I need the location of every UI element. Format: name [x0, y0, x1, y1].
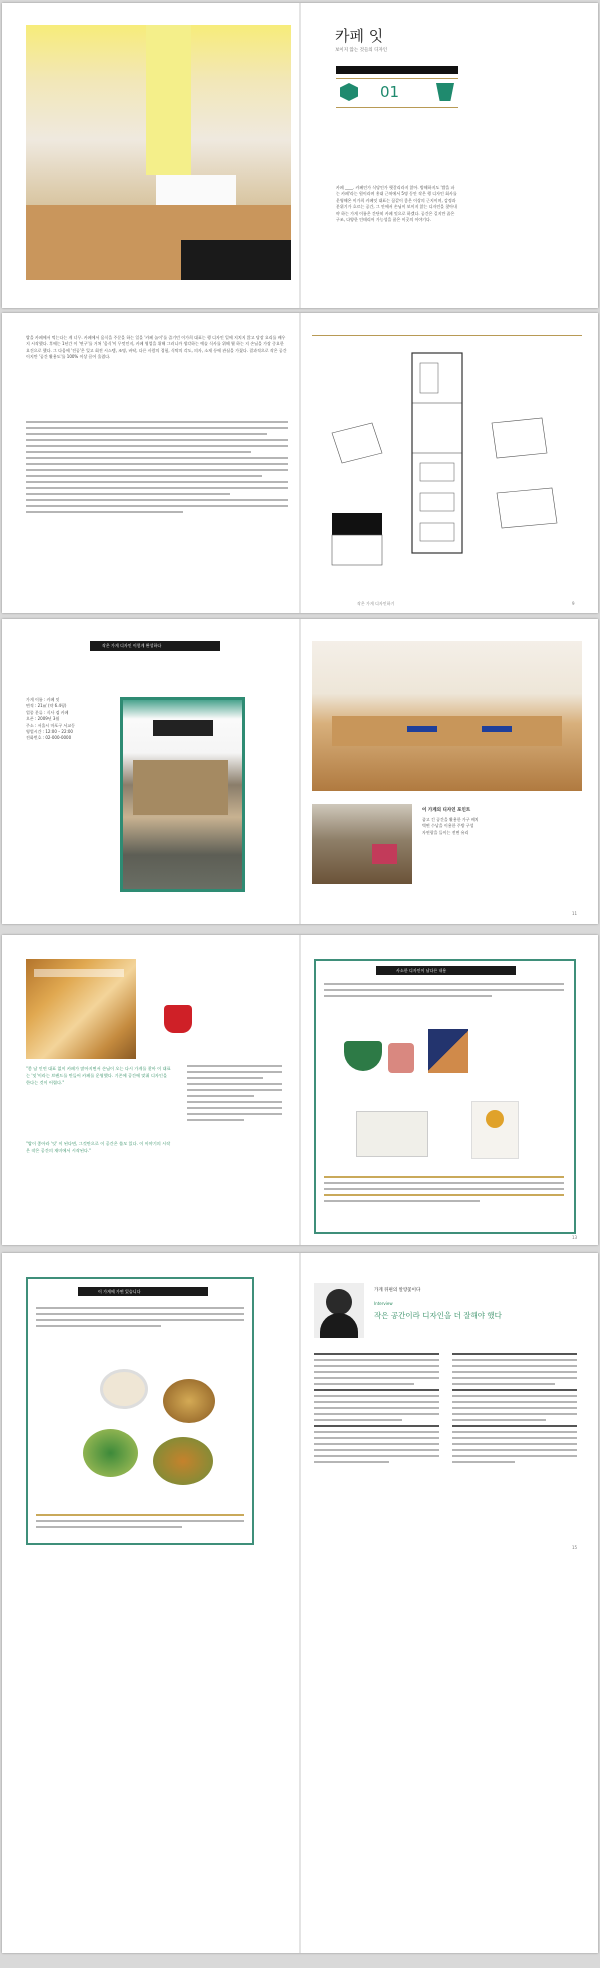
- dish-photo-3: [83, 1429, 138, 1477]
- page-number: 11: [572, 911, 578, 916]
- pink-cup: [388, 1043, 414, 1073]
- info-row: 영업시간 : 12:00 – 22:00: [26, 729, 73, 735]
- caption-title: 이 가게의 디자인 포인트: [422, 808, 471, 813]
- info-row: 전화번호 : 02-000-0000: [26, 735, 72, 741]
- dish-photo-2: [163, 1379, 215, 1423]
- patterned-cushion: [428, 1029, 468, 1073]
- caption-item: 좁고 긴 공간을 활용한 가구 배치: [422, 817, 479, 822]
- interview-label: Interview: [374, 1301, 393, 1306]
- orange-lamp-image: [471, 1101, 519, 1159]
- spread-1: [2, 3, 598, 308]
- designer-label: 가게 뒤편의 알랑꽃이다: [374, 1288, 421, 1293]
- shop-front-photo: [120, 697, 245, 892]
- gutter: [299, 1253, 301, 1953]
- gutter: [299, 935, 301, 1245]
- green-bowl: [344, 1041, 382, 1071]
- info-row: 주소 : 서울시 마포구 서교동: [26, 722, 75, 728]
- page-title: 카페 잇: [335, 27, 384, 45]
- product-panel: [314, 959, 576, 1234]
- panel-intro: [324, 983, 564, 1001]
- designer-portrait: [314, 1283, 364, 1338]
- spread-4: [2, 935, 598, 1245]
- spread-2: [2, 313, 598, 613]
- info-row: 오픈 : 2009년 3월: [26, 716, 60, 722]
- page-number: 9: [572, 601, 575, 606]
- pull-quote-1: "좋 남 인연 대표 없이 카페가 많아지면서 손님이 오는 다시 가게를 찾아 이 대표는 '잇'이라는 브랜드를 만들어 카페를 운영했다. 기존에 공간에 맞춰 디자인을 한다는 것이 어렵다.": [26, 1066, 171, 1085]
- interview-body-right: [452, 1353, 577, 1467]
- pull-quote-2: "밥이 좋아라 '잇' 이 된다면, 그것만으로 이 공간은 쓸모 있다. 이 이야기의 시작은 작은 공간의 재미에서 시작된다.": [26, 1141, 171, 1153]
- caption-list: [422, 817, 572, 836]
- kitchen-photo: [312, 804, 412, 884]
- panel-intro: [36, 1307, 244, 1331]
- gutter: [299, 619, 301, 924]
- cup-icon: [436, 83, 454, 101]
- spread-3: [2, 619, 598, 924]
- caption-item: 자연광을 들이는 전면 유리: [422, 829, 469, 835]
- books-image: [356, 1111, 428, 1157]
- gold-rule: [336, 78, 458, 79]
- panel-banner-label: 이 가게에 가면 있습니다: [98, 1289, 141, 1294]
- floor-plan-diagram: [312, 343, 582, 593]
- info-row: 면적 : 21㎡ (약 6.4평): [26, 703, 67, 709]
- page-subtitle: 보이지 않는 것들의 디자인: [335, 48, 388, 53]
- bench-interior-photo: [312, 641, 582, 791]
- section-number: 01: [380, 83, 400, 101]
- side-notes: [187, 1065, 282, 1125]
- info-row: 가게 이름 : 카페 잇: [26, 697, 60, 702]
- body-text-lines: [26, 421, 288, 517]
- cafe-interior-photo: [26, 25, 291, 280]
- menu-panel: [26, 1277, 254, 1545]
- panel-notes: [36, 1514, 244, 1532]
- gutter: [299, 313, 301, 613]
- page-footer: 작은 가게 디자인하기: [357, 601, 395, 606]
- gold-rule: [312, 335, 582, 336]
- gutter: [299, 3, 301, 308]
- page-number: 15: [572, 1545, 578, 1550]
- redacted-bar: [336, 66, 458, 74]
- red-cup-image: [164, 1005, 192, 1033]
- shop-info-list: [26, 697, 116, 742]
- page-number: 13: [572, 1235, 578, 1240]
- panel-notes: [324, 1176, 564, 1206]
- intro-body: 카페 ____. 카페인가 식당인가 헷갈리라지 않아. 방해하지도 '밥을 파는 카페'라는 원이라며 홍대 근처에서 5명 동안 작은 행 디자인 회사를 운영해온 이가희 카페잇 대표는 꿈같이 좋은 이상의 근지이며, 감정과 분위기가 흐르는 공간, 그 안에서 손님이 보이지 않는 디자인을 찾아내야 하는 가게 이름은 간단히 카페 잇으로 하겠다. 공간은 길지만 좁은 구조, 다양한 인테리어 가능성을 품은 이곳의 이야기다.: [336, 185, 457, 223]
- headline: 작은 공간이라 디자인을 더 잘해야 했다: [374, 1311, 502, 1320]
- dish-photo-1: [100, 1369, 148, 1409]
- panel-banner-label: 사소한 디자인이 남다른 내용: [396, 968, 447, 973]
- cube-icon: [340, 83, 358, 101]
- interview-body-left: [314, 1353, 439, 1467]
- info-row: 업종 분류 : 식사 겸 카페: [26, 709, 69, 715]
- body-text: 밥을 카페에서 먹는다는 게 너무. 카페에서 음식을 주문을 하는 일을 '카페 놀이'를 즐기던 이가희 대표는 행 디자인 일에 지치지 않고 당장 요리를 배우지 시작했다. 후에는 1년간 이 '연구'를 거쳐 '음식'이 무엇인지, 카페 영업을 위해 그러니까 생각하는 예술 식사를 위해 뭘 하는 지 손님을 가장 중요한 요건으로 했다. 그 다음에 '전공'은 잊고 회전 시스템, 조명, 바닥, 다른 사람의 경험, 식탁의 각도, 의자, 소재 등에 관심을 가졌다. 결과적으로 작은 공간이지만 '공간 활용도'를 100% 이상 끌어 올렸다.: [26, 335, 287, 360]
- caption-item: 벽면 수납을 이용한 주방 구성: [422, 823, 474, 829]
- gold-rule-2: [336, 107, 458, 108]
- dish-photo-4: [153, 1437, 213, 1485]
- section-banner-label: 작은 가게 디자인 이렇게 완성하다: [102, 643, 162, 648]
- spread-5: [2, 1253, 598, 1953]
- window-lettering-photo: [26, 959, 136, 1059]
